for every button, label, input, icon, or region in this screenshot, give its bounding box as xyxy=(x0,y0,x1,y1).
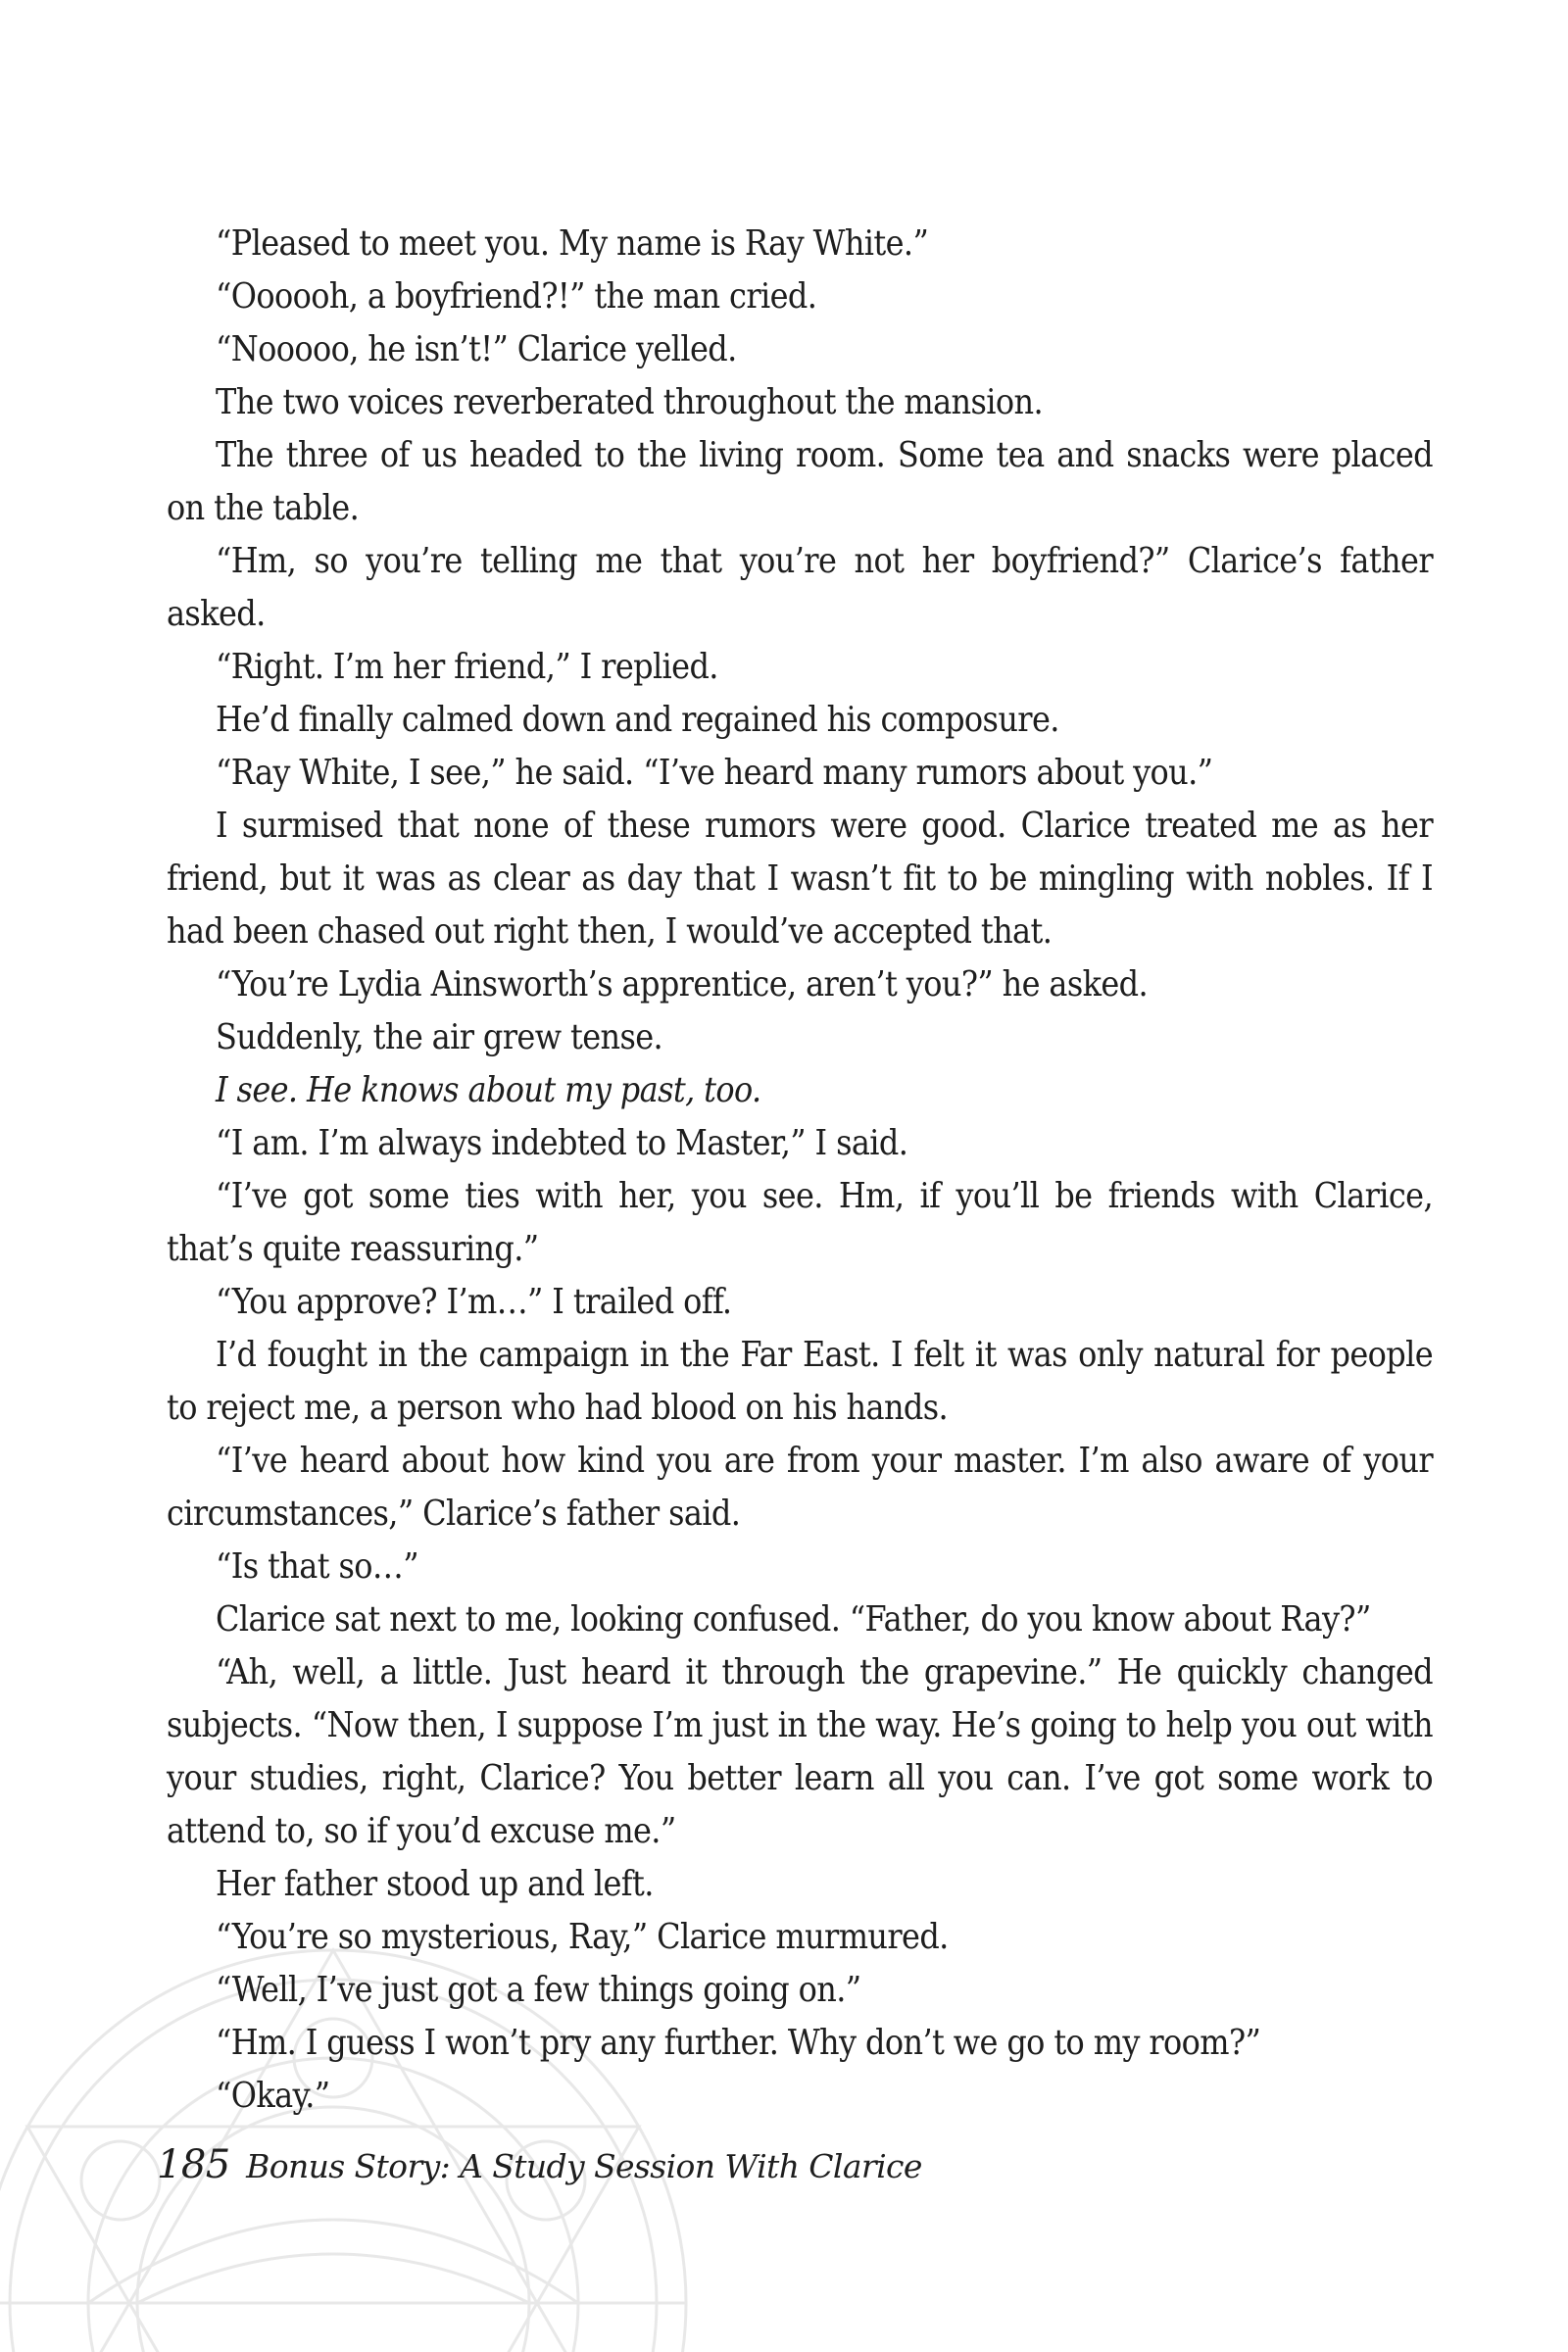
paragraph: Clarice sat next to me, looking confused. “Father, do you know about Ray?” xyxy=(216,1599,1371,1640)
paragraph: “You approve? I’m…” I trailed off. xyxy=(216,1282,732,1322)
paragraph: Her father stood up and left. xyxy=(216,1864,654,1904)
paragraph: “Ray White, I see,” he said. “I’ve heard many rumors about you.” xyxy=(216,753,1213,793)
paragraph: “Ah, well, a little. Just heard it through the grapevine.” He quickly changed subjects. “Now then, I suppose I’m just in the way. He’s going to help you out with your studies, right, Clarice? You better learn all you can. I’ve got some work to attend to, so if you’d excuse me.” xyxy=(167,1652,1433,1851)
paragraph: “I am. I’m always indebted to Master,” I said. xyxy=(216,1123,908,1163)
running-title: Bonus Story: A Study Session With Clarice xyxy=(246,2147,922,2185)
paragraph: I’d fought in the campaign in the Far East. I felt it was only natural for people to reject me, a person who had blood on his hands. xyxy=(167,1335,1433,1428)
paragraph: “You’re Lydia Ainsworth’s apprentice, aren’t you?” he asked. xyxy=(216,964,1149,1004)
story-text xyxy=(167,218,1433,2123)
paragraph: “Pleased to meet you. My name is Ray White.” xyxy=(216,223,929,264)
paragraph: The two voices reverberated throughout the mansion. xyxy=(216,382,1044,422)
paragraph: The three of us headed to the living room. Some tea and snacks were placed on the table. xyxy=(167,435,1433,528)
paragraph: “Right. I’m her friend,” I replied. xyxy=(216,647,718,687)
paragraph: “Is that so…” xyxy=(216,1546,418,1587)
paragraph: “I’ve got some ties with her, you see. Hm, if you’ll be friends with Clarice, that’s quite reassuring.” xyxy=(167,1176,1433,1269)
paragraph: Suddenly, the air grew tense. xyxy=(216,1017,663,1057)
paragraph: “Hm, so you’re telling me that you’re not her boyfriend?” Clarice’s father asked. xyxy=(167,541,1433,634)
page-number: 185 xyxy=(157,2142,230,2187)
paragraph: “Okay.” xyxy=(216,2076,330,2116)
page-footer xyxy=(157,2142,922,2187)
paragraph: “I’ve heard about how kind you are from your master. I’m also aware of your circumstances,” Clarice’s father said. xyxy=(167,1441,1433,1534)
paragraph-italic-thought: I see. He knows about my past, too. xyxy=(216,1070,761,1110)
paragraph: He’d finally calmed down and regained his composure. xyxy=(216,700,1059,740)
paragraph: “Oooooh, a boyfriend?!” the man cried. xyxy=(216,276,817,317)
paragraph: “Nooooo, he isn’t!” Clarice yelled. xyxy=(216,329,737,369)
paragraph: “Hm. I guess I won’t pry any further. Why don’t we go to my room?” xyxy=(216,2023,1261,2063)
paragraph: “Well, I’ve just got a few things going on.” xyxy=(216,1970,861,2010)
paragraph: “You’re so mysterious, Ray,” Clarice murmured. xyxy=(216,1917,949,1957)
paragraph: I surmised that none of these rumors were good. Clarice treated me as her friend, but it was as clear as day that I wasn’t fit to be mingling with nobles. If I had been chased out right then, I would’ve accepted that. xyxy=(167,806,1433,952)
